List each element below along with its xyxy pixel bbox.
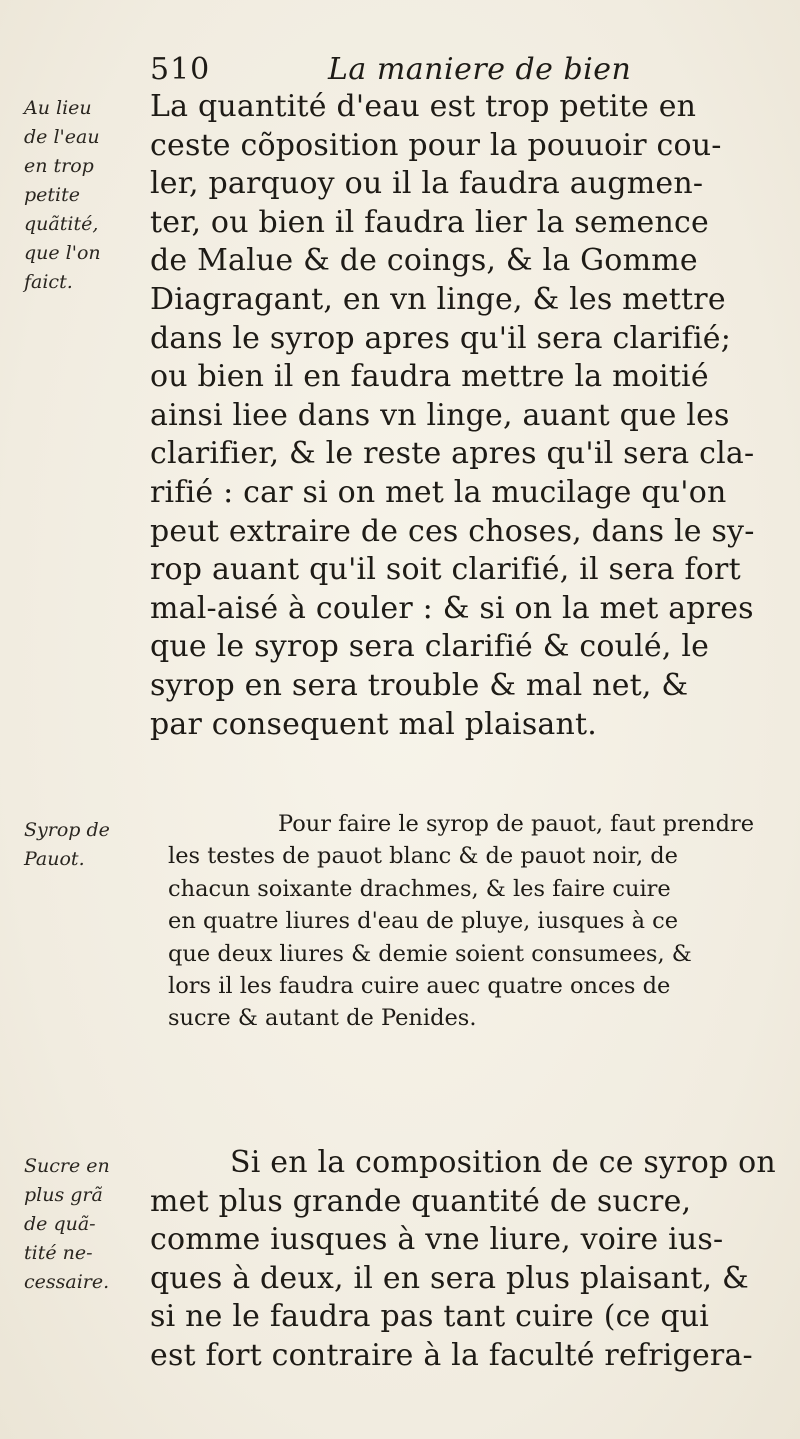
margin-note-line: tité ne- <box>24 1242 93 1264</box>
margin-note-line: Syrop de <box>24 819 110 841</box>
text-line: que le syrop sera clarifié & coulé, le <box>150 629 710 665</box>
text-line: les testes de pauot blanc & de pauot noir, de <box>168 843 678 870</box>
margin-note-line: plus grã <box>24 1184 103 1206</box>
text-line: peut extraire de ces choses, dans le sy- <box>150 513 755 549</box>
text-line: sucre & autant de Penides. <box>168 1005 477 1032</box>
page-number: 510 <box>150 52 211 87</box>
text-line: met plus grande quantité de sucre, <box>150 1183 692 1219</box>
text-line: de Malue & de coings, & la Gomme <box>150 243 698 279</box>
text-line: en quatre liures d'eau de pluye, iusques à ce <box>168 908 679 935</box>
text-line: que deux liures & demie soient consumees, & <box>168 940 692 967</box>
margin-note-sucre <box>24 1152 134 1297</box>
text-line: Pour faire le syrop de pauot, faut prendre <box>278 811 755 837</box>
margin-note-line: petite <box>24 184 80 206</box>
margin-note-line: en trop <box>24 155 94 177</box>
paragraph-1 <box>150 88 790 744</box>
text-line: syrop en sera trouble & mal net, & <box>150 667 689 703</box>
text-line: comme iusques à vne liure, voire ius- <box>150 1222 724 1258</box>
text-line: dans le syrop apres qu'il sera clarifié; <box>150 320 732 356</box>
margin-note-line: Au lieu <box>24 97 92 119</box>
text-line: si ne le faudra pas tant cuire (ce qui <box>150 1299 710 1335</box>
text-line: ques à deux, il en sera plus plaisant, & <box>150 1260 749 1296</box>
margin-note-line: cessaire. <box>24 1271 110 1293</box>
margin-note-line: Sucre en <box>24 1155 110 1177</box>
text-line: ceste cõposition pour la pouuoir cou- <box>150 127 722 163</box>
text-line: Diagragant, en vn linge, & les mettre <box>150 281 726 317</box>
margin-note-line: que l'on <box>24 242 101 264</box>
text-line: rifié : car si on met la mucilage qu'on <box>150 474 727 510</box>
margin-note-pauot <box>24 816 134 874</box>
margin-note-line: de l'eau <box>24 126 100 148</box>
text-line: lors il les faudra cuire auec quatre onces de <box>168 973 671 1000</box>
text-line: rop auant qu'il soit clarifié, il sera fort <box>150 552 741 588</box>
text-line: mal-aisé à couler : & si on la met apres <box>150 590 754 626</box>
text-line: par consequent mal plaisant. <box>150 706 598 742</box>
page-header <box>150 52 790 92</box>
text-line: La quantité d'eau est trop petite en <box>150 89 697 124</box>
text-line: ter, ou bien il faudra lier la semence <box>150 204 709 240</box>
text-line: ou bien il en faudra mettre la moitié <box>150 359 709 395</box>
paragraph-2 <box>168 808 793 1035</box>
margin-note-line: Pauot. <box>24 848 85 870</box>
margin-note-line: faict. <box>24 271 73 293</box>
running-head: La maniere de bien <box>328 52 632 87</box>
text-line: ainsi liee dans vn linge, auant que les <box>150 397 730 433</box>
paragraph-3 <box>150 1144 790 1376</box>
text-line: ler, parquoy ou il la faudra augmen- <box>150 166 704 202</box>
text-line: Si en la composition de ce syrop on <box>230 1145 776 1180</box>
text-line: est fort contraire à la faculté refrigera- <box>150 1337 753 1373</box>
margin-note-line: quãtité, <box>24 213 99 235</box>
text-line: chacun soixante drachmes, & les faire cuire <box>168 875 671 902</box>
margin-note-line: de quã- <box>24 1213 96 1235</box>
margin-note-eau <box>24 94 134 297</box>
text-line: clarifier, & le reste apres qu'il sera cla- <box>150 436 755 472</box>
